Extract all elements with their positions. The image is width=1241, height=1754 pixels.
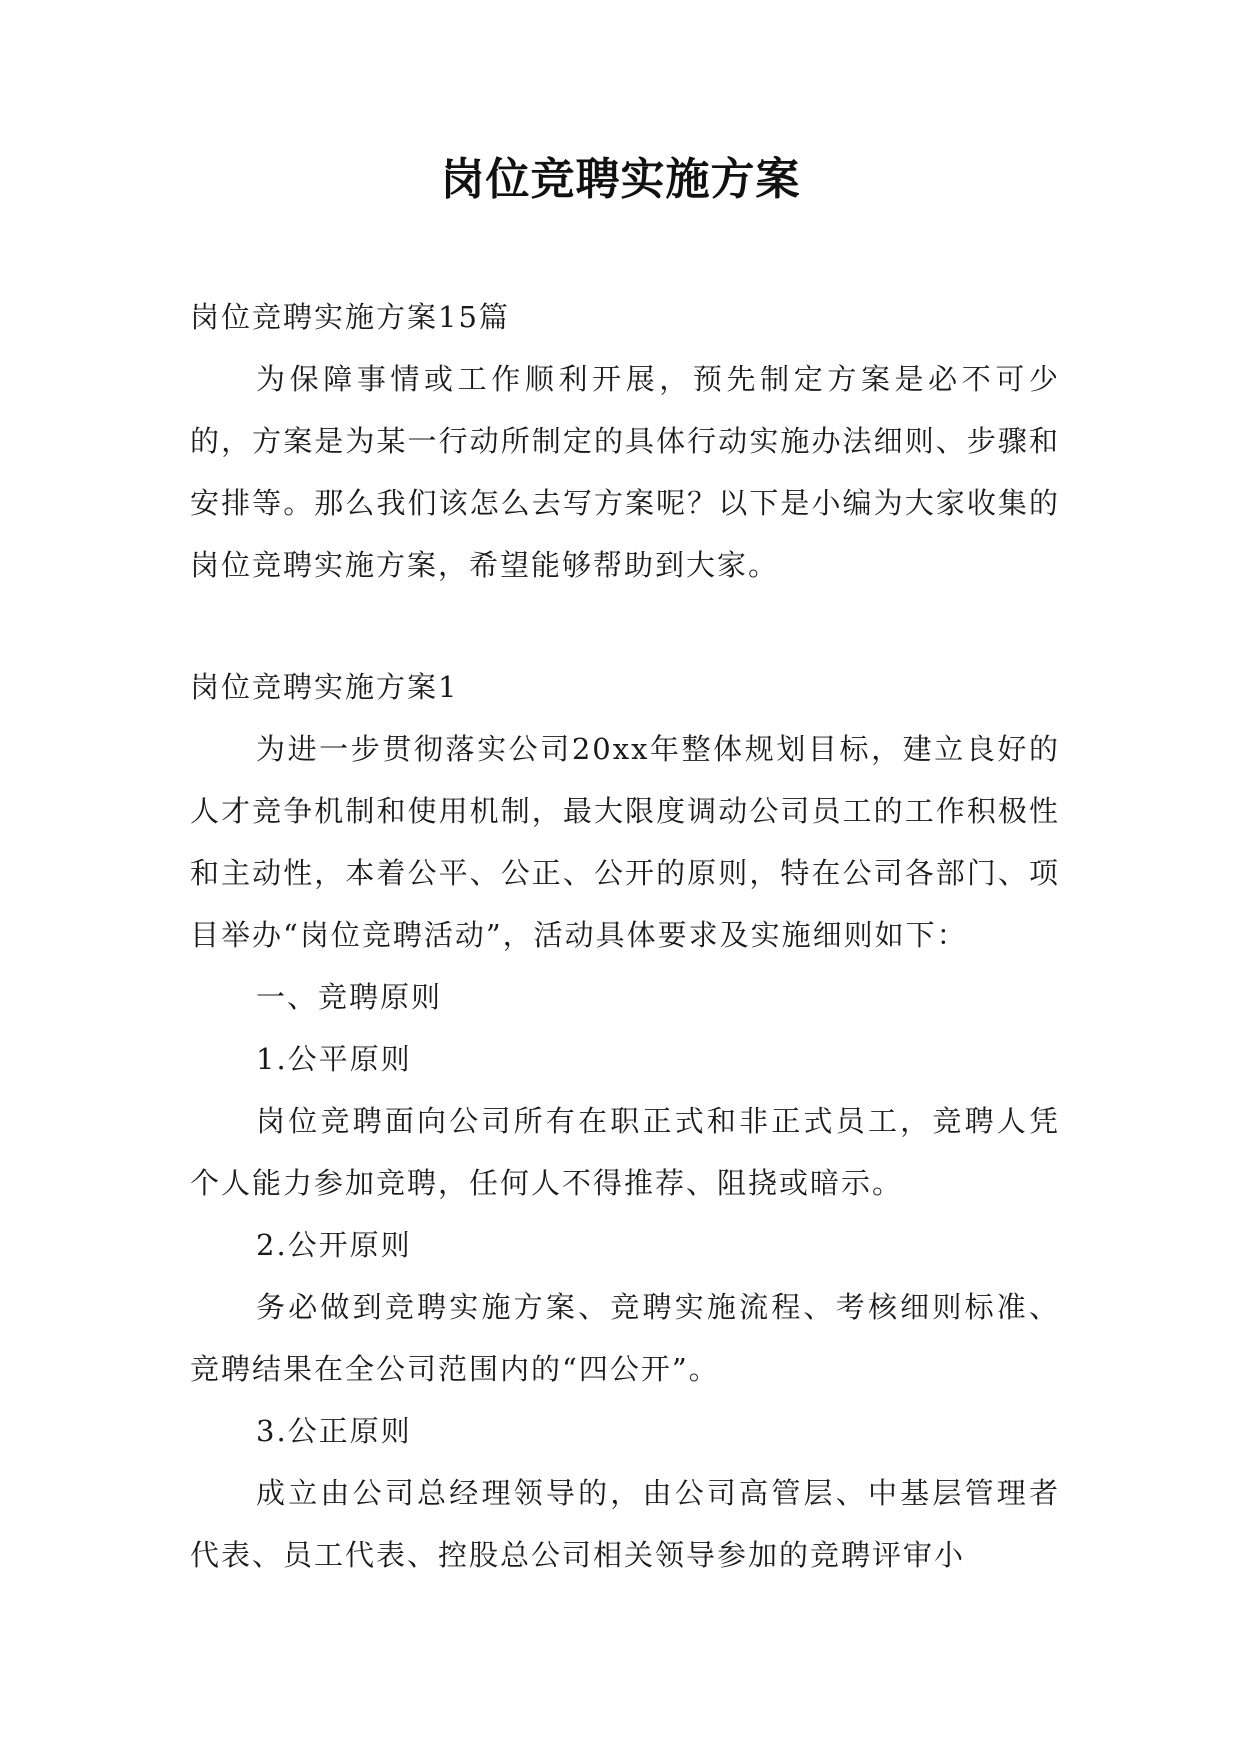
principle-text: 务必做到竞聘实施方案、竞聘实施流程、考核细则标准、竞聘结果在全公司范围内的“四公开”。 [190, 1290, 1060, 1386]
section-spacer [190, 596, 1060, 656]
section-paragraph: 为进一步贯彻落实公司20xx年整体规划目标，建立良好的人才竞争机制和使用机制，最大限度调动公司员工的工作积极性和主动性，本着公平、公正、公开的原则，特在公司各部门、项目举办“岗位竞聘活动”，活动具体要求及实施细则如下： [190, 732, 1060, 952]
principles-heading: 一、竞聘原则 [256, 980, 443, 1014]
section-heading: 岗位竞聘实施方案1 [190, 670, 459, 704]
principle-text: 岗位竞聘面向公司所有在职正式和非正式员工，竞聘人凭个人能力参加竞聘，任何人不得推荐、阻挠或暗示。 [190, 1104, 1060, 1200]
principle-text: 成立由公司总经理领导的，由公司高管层、中基层管理者代表、员工代表、控股总公司相关领导参加的竞聘评审小 [190, 1476, 1060, 1572]
document-body [190, 286, 1060, 1586]
principle-title: 1.公平原则 [256, 1042, 412, 1076]
document-title: 岗位竞聘实施方案 [440, 154, 801, 205]
intro-paragraph: 为保障事情或工作顺利开展，预先制定方案是必不可少的，方案是为某一行动所制定的具体行动实施办法细则、步骤和安排等。那么我们该怎么去写方案呢？以下是小编为大家收集的岗位竞聘实施方案，希望能够帮助到大家。 [190, 362, 1060, 582]
principle-title: 2.公开原则 [256, 1228, 412, 1262]
principle-title: 3.公正原则 [256, 1414, 412, 1448]
document-subtitle: 岗位竞聘实施方案15篇 [190, 300, 510, 334]
